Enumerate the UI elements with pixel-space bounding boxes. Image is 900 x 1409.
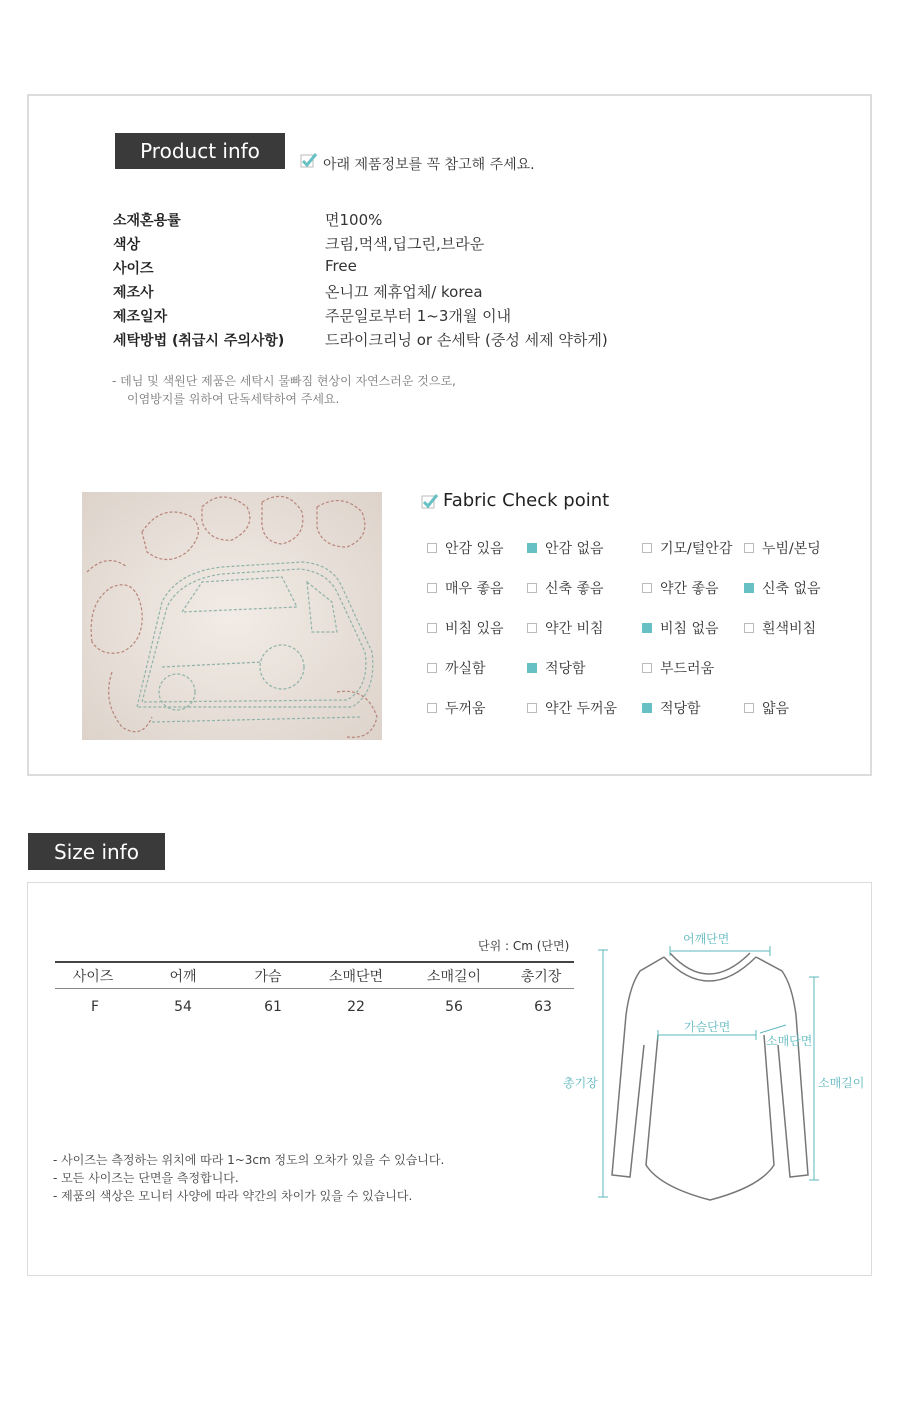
table-cell: 61 [264,999,282,1015]
fabric-option[interactable]: 약간 좋음 [642,578,719,598]
info-key-size: 사이즈 [113,261,154,277]
fabric-option[interactable]: 매우 좋음 [427,578,504,598]
table-cell: 56 [445,999,463,1015]
product-info-heading: Product info [115,133,285,169]
checkbox-icon [642,583,652,593]
col-header: 사이즈 [72,969,114,985]
info-val-size: Free [325,257,357,275]
checkbox-icon [642,663,652,673]
col-header: 총기장 [520,969,562,985]
col-header: 어깨 [169,969,197,985]
checkbox-icon [744,623,754,633]
info-key-maker: 제조사 [113,285,154,301]
check-icon [300,152,318,174]
fabric-option[interactable]: 약간 비침 [527,618,604,638]
fabric-option[interactable]: 안감 없음 [527,538,604,558]
checkbox-icon [427,583,437,593]
size-note: - 모든 사이즈는 단면을 측정합니다. [53,1171,239,1185]
checkbox-checked-icon [527,543,537,553]
fabric-option[interactable]: 부드러움 [642,658,714,678]
fabric-option[interactable]: 적당함 [642,698,701,718]
checkbox-icon [427,703,437,713]
dim-total-length: 총기장 [563,1076,598,1090]
fabric-photo [82,492,382,740]
fabric-option[interactable]: 신축 좋음 [527,578,604,598]
checkbox-icon [527,703,537,713]
fabric-heading: Fabric Check point [443,490,610,511]
dim-shoulder: 어깨단면 [683,932,730,946]
table-cell: F [90,999,100,1015]
table-rule-mid [55,988,574,989]
dim-sleeve-width: 소매단면 [766,1034,813,1048]
checkbox-checked-icon [527,663,537,673]
table-cell: 63 [534,999,552,1015]
wash-note-line1: - 데님 및 색원단 제품은 세탁시 물빠짐 현상이 자연스러운 것으로, [112,374,456,388]
info-key-wash: 세탁방법 (취급시 주의사항) [113,333,285,349]
fabric-option[interactable]: 비침 있음 [427,618,504,638]
fabric-option[interactable]: 약간 두꺼움 [527,698,617,718]
checkbox-icon [744,543,754,553]
checkbox-icon [527,583,537,593]
garment-diagram [560,925,870,1215]
info-val-wash: 드라이크리닝 or 손세탁 (중성 세제 약하게) [325,331,608,349]
fabric-option[interactable]: 기모/털안감 [642,538,732,558]
fabric-option[interactable]: 적당함 [527,658,586,678]
info-val-color: 크림,먹색,딥그린,브라운 [325,235,485,253]
col-header: 소매길이 [426,969,482,985]
dim-sleeve-length: 소매길이 [818,1076,865,1090]
checkbox-icon [527,623,537,633]
dim-chest: 가슴단면 [684,1020,731,1034]
checkbox-icon [427,543,437,553]
checkbox-icon [744,703,754,713]
fabric-option[interactable]: 비침 없음 [642,618,719,638]
table-rule-top [55,961,574,963]
table-cell: 54 [174,999,192,1015]
size-note: - 사이즈는 측정하는 위치에 따라 1~3cm 정도의 오차가 있을 수 있습니다. [53,1153,445,1167]
checkbox-icon [427,663,437,673]
checkbox-checked-icon [642,703,652,713]
fabric-option[interactable]: 흰색비침 [744,618,816,638]
info-val-date: 주문일로부터 1~3개월 이내 [325,307,512,325]
fabric-option[interactable]: 신축 없음 [744,578,821,598]
info-key-date: 제조일자 [113,309,168,325]
fabric-option[interactable]: 얇음 [744,698,789,718]
col-header: 가슴 [254,969,282,985]
info-key-material: 소재혼용률 [113,213,181,229]
size-note: - 제품의 색상은 모니터 사양에 따라 약간의 차이가 있을 수 있습니다. [53,1189,413,1203]
size-unit: 단위 : Cm (단면) [478,939,570,953]
wash-note-line2: 이염방지를 위하여 단독세탁하여 주세요. [127,392,340,406]
checkbox-icon [642,543,652,553]
info-key-color: 색상 [113,237,141,253]
fabric-option[interactable]: 누빔/본딩 [744,538,821,558]
size-info-heading: Size info [28,833,165,870]
col-header: 소매단면 [328,969,384,985]
info-val-maker: 온니끄 제휴업체/ korea [325,283,483,301]
checkbox-checked-icon [642,623,652,633]
product-notice: 아래 제품정보를 꼭 참고해 주세요. [323,157,535,173]
fabric-option[interactable]: 까실함 [427,658,486,678]
fabric-option[interactable]: 안감 있음 [427,538,504,558]
fabric-option[interactable]: 두꺼움 [427,698,486,718]
fabric-check-icon [421,493,439,515]
info-val-material: 면100% [325,211,383,229]
checkbox-checked-icon [744,583,754,593]
table-cell: 22 [347,999,365,1015]
checkbox-icon [427,623,437,633]
